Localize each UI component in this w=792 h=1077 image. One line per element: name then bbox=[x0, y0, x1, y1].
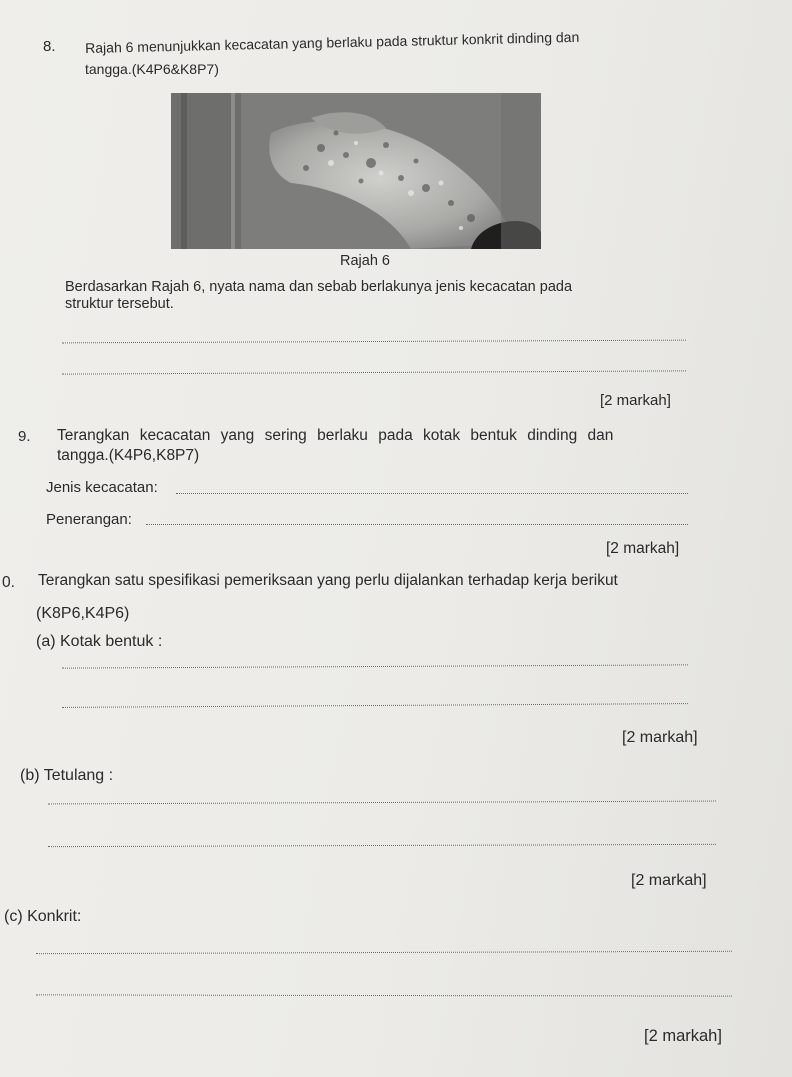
q8-text-line1: Rajah 6 menunjukkan kecacatan yang berlaku pada struktur konkrit dinding dan bbox=[85, 28, 580, 56]
q10-part-b-marks: [2 markah] bbox=[631, 872, 707, 889]
q9-penerangan-label: Penerangan: bbox=[46, 511, 132, 528]
q9-text-line2: tangga.(K4P6,K8P7) bbox=[57, 447, 200, 464]
q8-marks: [2 markah] bbox=[600, 392, 671, 409]
q10-part-a-marks: [2 markah] bbox=[622, 729, 698, 746]
q8-number: 8. bbox=[43, 38, 56, 55]
q10-number: 0. bbox=[2, 574, 15, 591]
q8-prompt-line2: struktur tersebut. bbox=[65, 296, 174, 312]
q10-part-a-label: (a) Kotak bentuk : bbox=[36, 633, 163, 650]
q10-part-c-label: (c) Konkrit: bbox=[4, 908, 82, 925]
q8-text-line2: tangga.(K4P6&K8P7) bbox=[85, 61, 219, 77]
q9-jenis-kecacatan-line[interactable] bbox=[176, 493, 688, 494]
q10-text-line2: (K8P6,K4P6) bbox=[36, 605, 130, 622]
q10-part-c-line-1[interactable] bbox=[36, 951, 732, 954]
q10-part-c-marks: [2 markah] bbox=[644, 1027, 722, 1045]
q10-part-b-line-1[interactable] bbox=[48, 801, 716, 805]
q8-answer-line-2[interactable] bbox=[62, 370, 686, 374]
rajah-6-photo bbox=[171, 93, 541, 249]
q10-part-a-line-2[interactable] bbox=[62, 703, 688, 708]
q9-penerangan-line[interactable] bbox=[146, 524, 688, 525]
q8-prompt-line1: Berdasarkan Rajah 6, nyata nama dan sebab berlakunya jenis kecacatan pada bbox=[65, 279, 573, 295]
q10-part-b-label: (b) Tetulang : bbox=[20, 767, 114, 784]
q9-marks: [2 markah] bbox=[606, 540, 680, 557]
rajah-6-caption: Rajah 6 bbox=[340, 253, 390, 269]
q9-number: 9. bbox=[18, 428, 31, 445]
q9-text-line1: Terangkan kecacatan yang sering berlaku pada kotak bentuk dinding dan bbox=[57, 427, 614, 444]
q10-part-a-line-1[interactable] bbox=[62, 664, 688, 668]
q9-jenis-kecacatan-label: Jenis kecacatan: bbox=[46, 479, 158, 496]
q8-answer-line-1[interactable] bbox=[62, 340, 686, 344]
q10-part-c-line-2[interactable] bbox=[36, 994, 732, 996]
q10-part-b-line-2[interactable] bbox=[48, 844, 716, 847]
q10-text-line1: Terangkan satu spesifikasi pemeriksaan yang perlu dijalankan terhadap kerja berikut bbox=[38, 572, 618, 589]
